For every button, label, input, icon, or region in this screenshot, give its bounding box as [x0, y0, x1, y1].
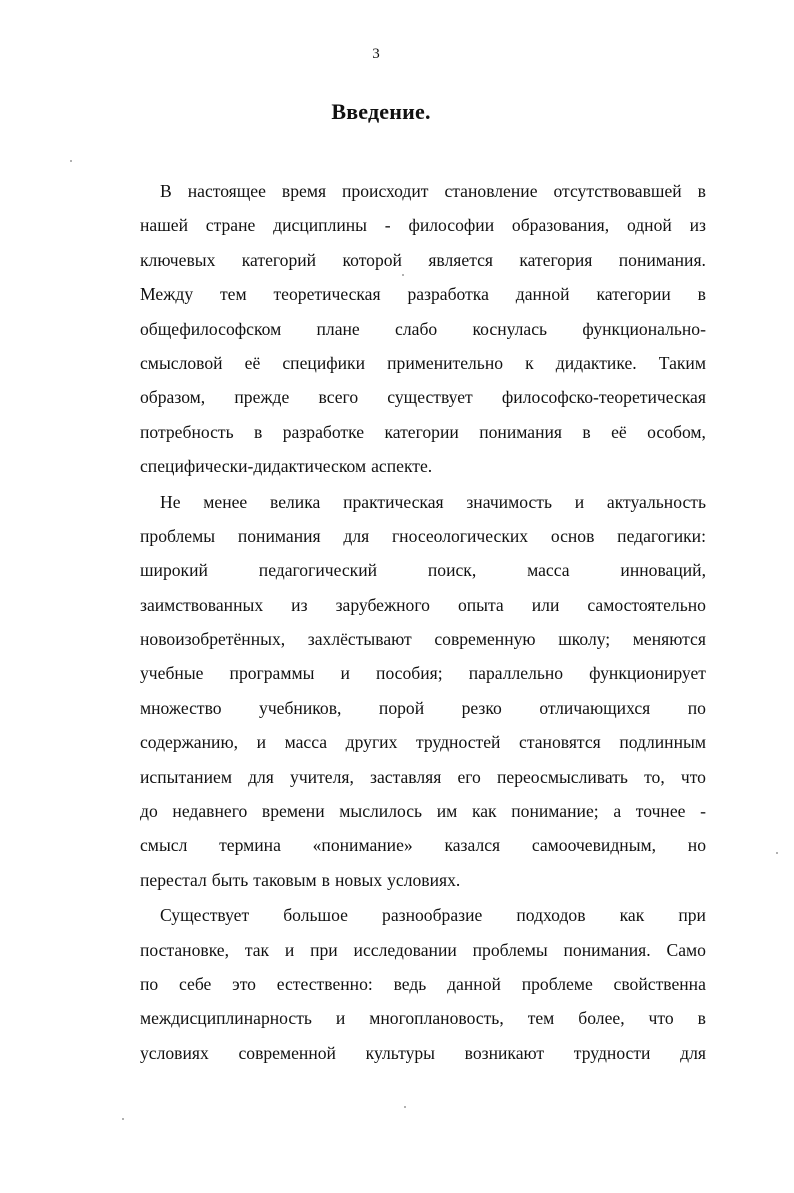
- scan-speck: [402, 274, 404, 276]
- text-line: В настоящее время происходит становление отсутствовавшей в: [160, 181, 706, 201]
- text-line: нашей стране дисциплины - философии образования, одной из: [140, 215, 706, 236]
- text-line: множество учебников, порой резко отличающихся по: [140, 697, 706, 718]
- text-line: заимствованных из зарубежного опыта или самостоятельно: [140, 594, 706, 615]
- text-line: испытанием для учителя, заставляя его переосмысливать то, что: [140, 766, 706, 787]
- text-line: смысл термина «понимание» казался самоочевидным, но: [140, 835, 706, 856]
- text-line: Существует большое разнообразие подходов как при: [160, 905, 706, 926]
- text-line: Между тем теоретическая разработка данной категории в: [140, 284, 706, 305]
- body-text: [140, 174, 706, 1070]
- text-line: проблемы понимания для гносеологических основ педагогики:: [140, 525, 706, 546]
- scan-speck: [404, 1106, 406, 1108]
- text-line: новоизобретённых, захлёстывают современную школу; меняются: [140, 629, 706, 650]
- text-line: постановке, так и при исследовании проблемы понимания. Само: [140, 939, 706, 960]
- scan-speck: [776, 852, 778, 854]
- text-line: содержанию, и масса других трудностей становятся подлинным: [140, 732, 706, 753]
- scan-speck: [122, 1118, 124, 1120]
- text-line: по себе это естественно: ведь данной проблеме свойственна: [140, 973, 706, 994]
- text-line: общефилософском плане слабо коснулась функционально-: [140, 318, 706, 339]
- section-title: Введение.: [331, 99, 431, 124]
- text-line: перестал быть таковым в новых условиях.: [140, 869, 461, 890]
- text-line: широкий педагогический поиск, масса инноваций,: [140, 560, 706, 581]
- text-line: условиях современной культуры возникают трудности для: [140, 1042, 706, 1063]
- text-line: Не менее велика практическая значимость и актуальность: [160, 491, 706, 512]
- scan-speck: [70, 160, 72, 162]
- text-line: междисциплинарность и многоплановость, тем более, что в: [140, 1008, 706, 1029]
- text-line: потребность в разработке категории понимания в её особом,: [140, 421, 706, 442]
- text-line: смысловой её специфики применительно к дидактике. Таким: [140, 352, 706, 373]
- text-line: специфически-дидактическом аспекте.: [140, 456, 433, 477]
- text-line: до недавнего времени мыслилось им как понимание; а точнее -: [140, 801, 706, 822]
- text-line: учебные программы и пособия; параллельно функционирует: [140, 663, 706, 684]
- text-line: ключевых категорий которой является категория понимания.: [140, 249, 706, 270]
- page-number: 3: [372, 46, 380, 62]
- text-line: образом, прежде всего существует философско-теоретическая: [140, 387, 706, 408]
